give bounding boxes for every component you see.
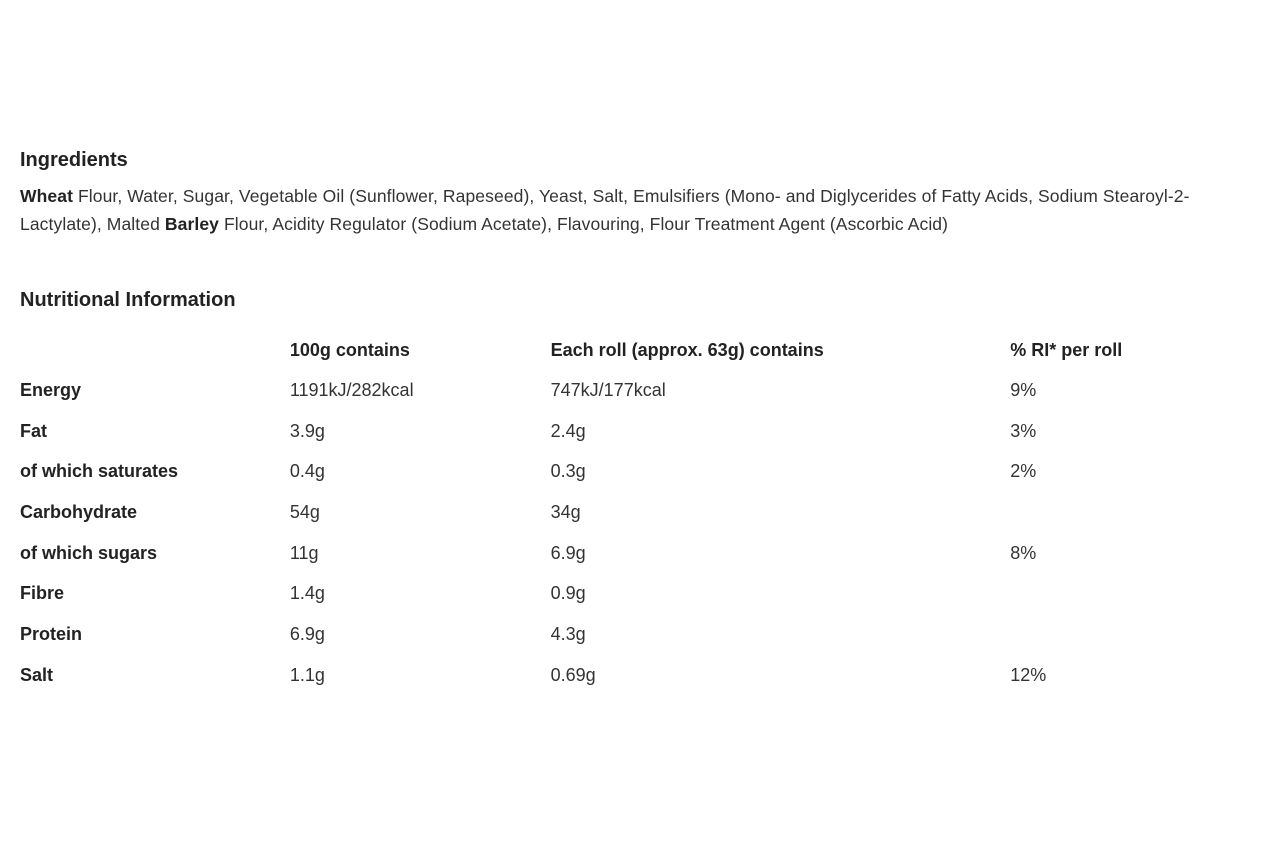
table-row [20,573,1270,614]
value-per-roll: 0.9g [550,583,586,604]
allergen-wheat: Wheat [20,186,73,206]
nutrition-heading: Nutritional Information [20,289,236,311]
nutrition-header-row [20,330,1270,370]
value-per-roll: 2.4g [550,420,586,441]
value-per-roll: 6.9g [550,542,586,563]
value-ri [1010,492,1270,533]
column-header-per-roll: Each roll (approx. 63g) contains [550,339,824,360]
value-ri: 9% [1010,379,1037,400]
value-per-100g: 3.9g [289,420,325,441]
value-ri [1010,614,1270,655]
table-row [20,411,1270,452]
value-per-100g: 6.9g [289,623,325,644]
value-per-100g: 11g [289,542,319,563]
value-ri: 8% [1010,542,1037,563]
value-ri: 3% [1010,420,1037,441]
value-per-roll: 747kJ/177kcal [550,379,666,400]
value-per-roll: 0.69g [550,664,596,685]
ingredients-text-part: Flour, Acidity Regulator (Sodium Acetate), Flavouring, Flour Treatment Agent (Ascorbic Acid) [219,213,949,234]
table-row [20,655,1270,696]
allergen-barley: Barley [164,213,219,234]
nutrient-label: Carbohydrate [20,501,138,522]
value-per-100g: 0.4g [289,461,325,482]
nutrient-label: Fat [20,420,47,441]
ingredients-text [20,183,1270,238]
column-header-nutrient [20,330,290,370]
value-per-roll: 4.3g [550,623,586,644]
value-ri [1010,573,1270,614]
value-ri: 2% [1010,461,1037,482]
value-per-100g: 1.4g [289,583,325,604]
value-per-roll: 34g [550,501,581,522]
column-header-ri: % RI* per roll [1010,339,1123,360]
table-row [20,533,1270,574]
ingredients-heading: Ingredients [20,149,128,171]
value-per-100g: 1.1g [289,664,325,685]
nutrition-table [20,330,1270,696]
table-row [20,492,1270,533]
ingredients-text-part: Flour, Water, Sugar, Vegetable Oil (Sunflower, Rapeseed), Yeast, Salt, Emulsifiers (Mono- and Diglycerides of Fatty Acids, Sodium Stearoyl-2- Lactylate), Malted [20,186,1190,234]
table-row [20,370,1270,411]
value-per-100g: 1191kJ/282kcal [289,379,414,400]
table-row [20,451,1270,492]
table-row [20,614,1270,655]
nutrient-label: of which saturates [20,461,179,482]
value-per-roll: 0.3g [550,461,586,482]
nutrient-label: of which sugars [20,542,158,563]
column-header-per-100g: 100g contains [289,339,410,360]
value-per-100g: 54g [289,501,320,522]
nutrient-label: Energy [20,379,82,400]
nutrient-label: Protein [20,623,83,644]
nutrient-label: Salt [20,664,54,685]
nutrient-label: Fibre [20,583,65,604]
value-ri: 12% [1010,664,1047,685]
product-info [20,148,1270,696]
